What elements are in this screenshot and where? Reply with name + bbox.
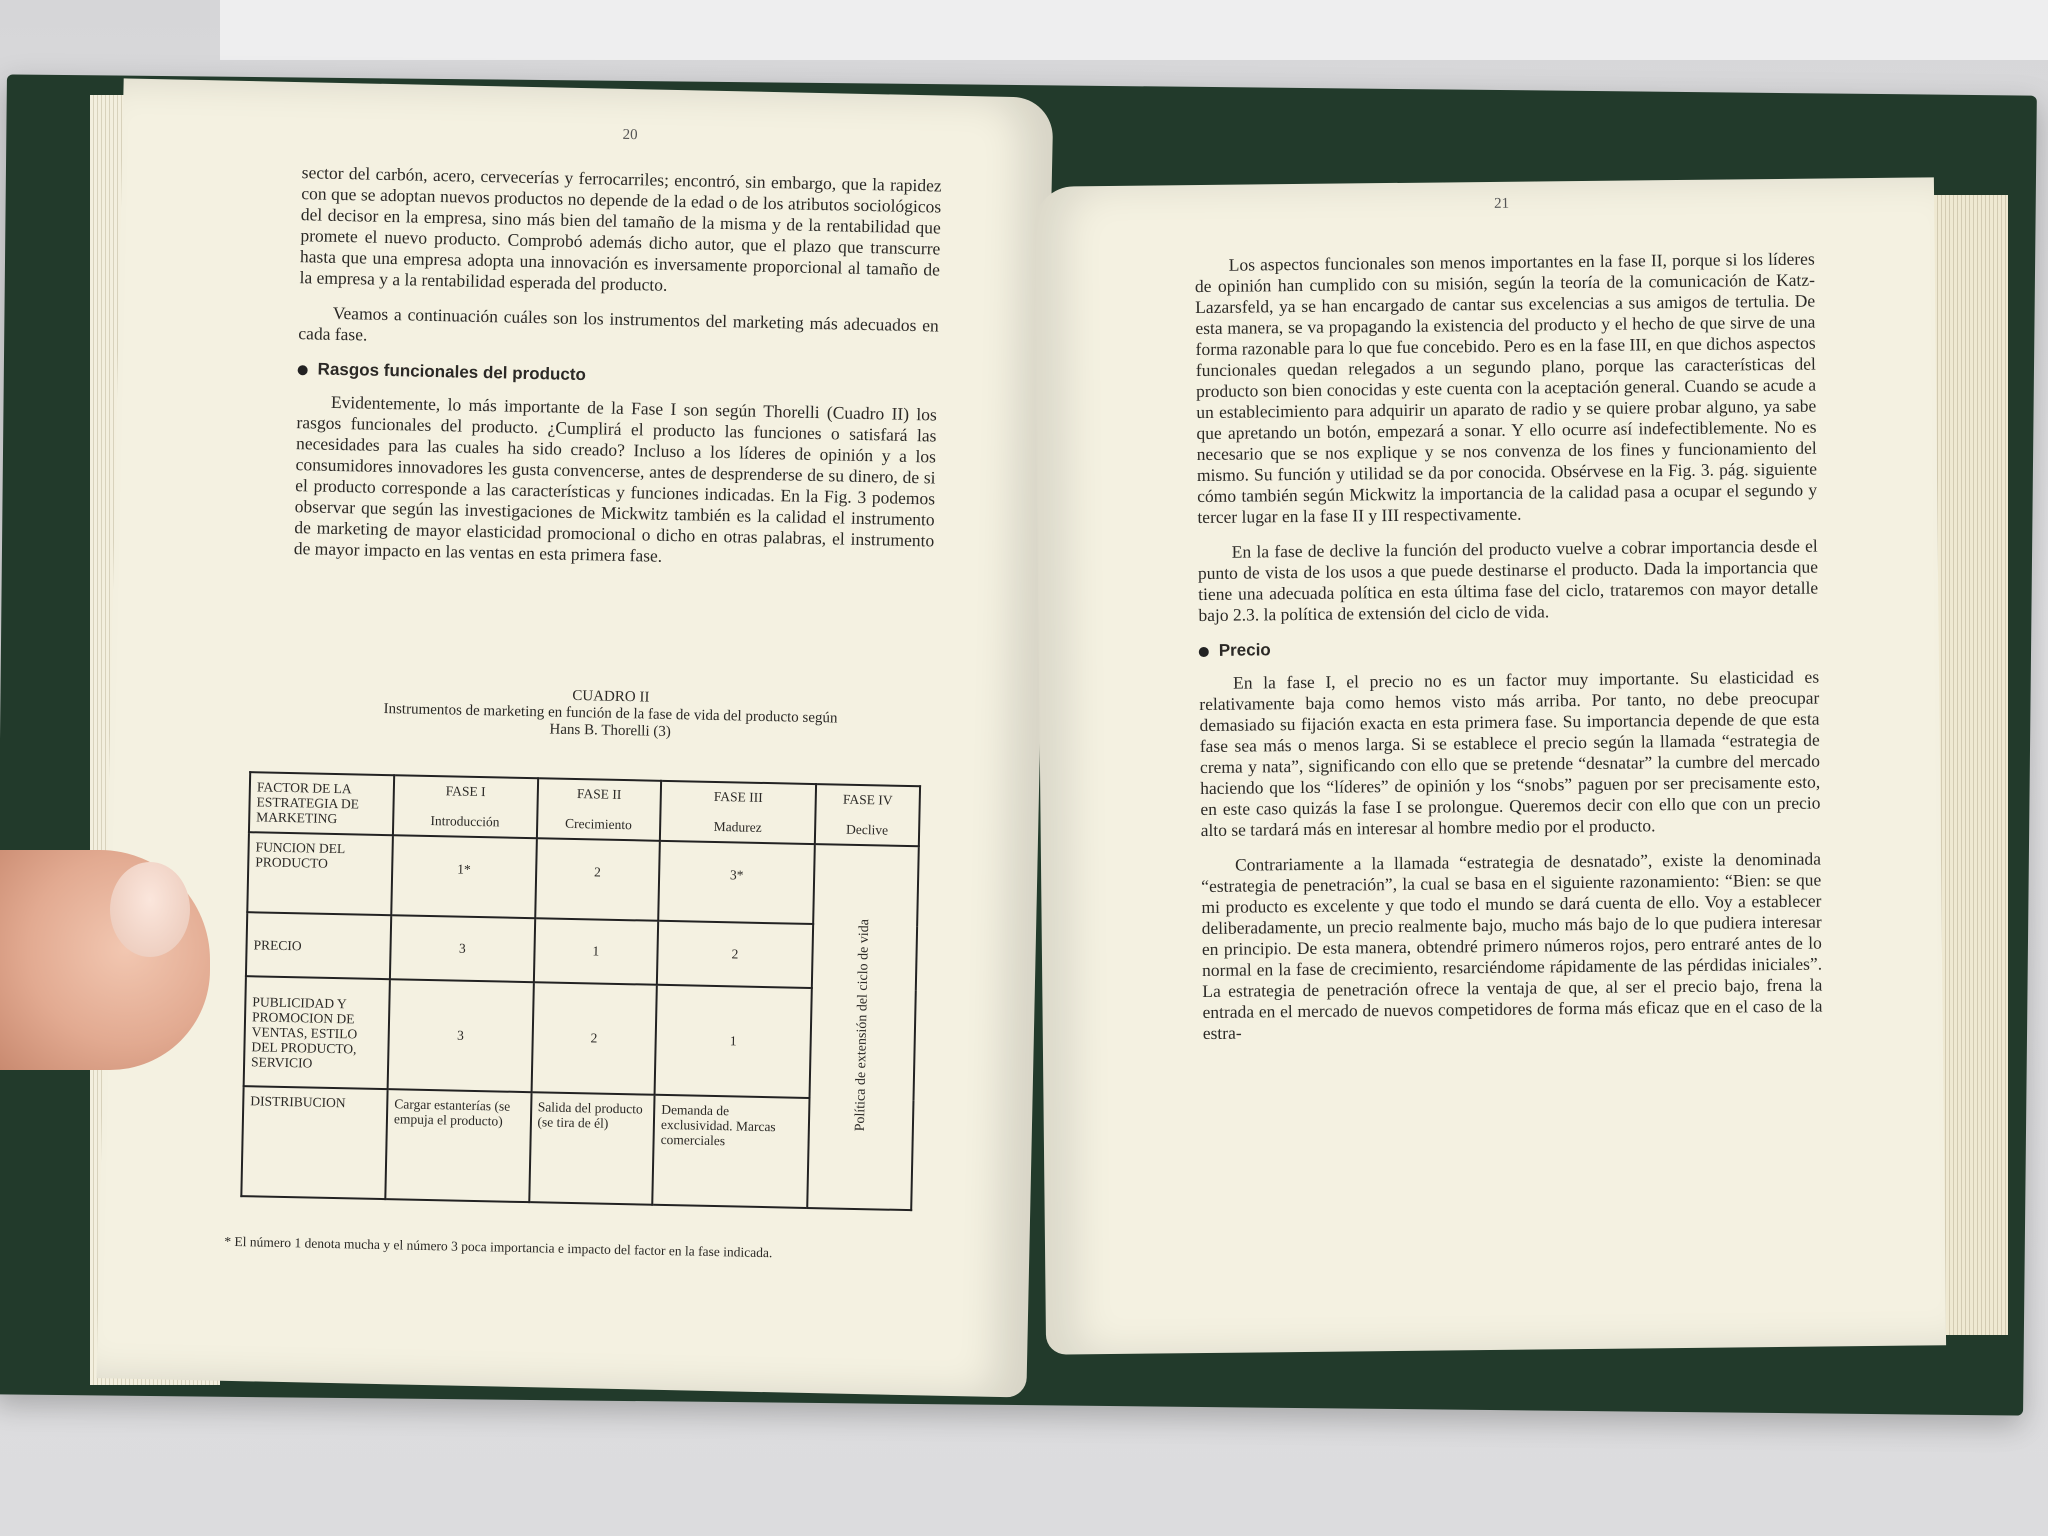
section-heading: Precio [1199,634,1819,661]
table-caption [290,682,931,746]
table-cell: 1 [655,985,812,1098]
right-page [1034,177,1946,1354]
background-wall [220,0,2048,60]
phase-header: FASE I Introducción [393,775,538,838]
table-cell: 1 [533,918,658,985]
phase-header: FASE IV Declive [815,784,920,846]
paragraph: sector del carbón, acero, cervecerías y ferrocarriles; encontró, sin embargo, que la rapidez con que se adoptan nuevos productos no depende de la edad o de los atributos sociológicos del decisor en la empresa, sino más bien del tamaño de la misma y de la rentabilidad que promete el nuevo producto. Comprobó además dicho autor, que el plazo que transcurre hasta que una empresa adopta una innovación es inversamente proporcional al tamaño de la empresa y a la rentabilidad esperada del producto. [299,162,942,295]
paragraph: Contrariamente a la llamada “estrategia de desnatado”, existe la denominada “estrategia de penetración”, la cual se basa en el siguiente razonamiento: “Bien: se que mi producto es excelente y que todo el mundo se dará cuenta de ello. Voy a establecer deliberadamente, un precio realmente bajo, mucho más bajo de lo que pudiera interesar en principio. De esta manera, obtendré primero números rojos, pero entraré antes de lo normal en la fase de crecimiento, resarciéndome rápidamente de las pérdidas iniciales”. La estrategia de penetración ofrece la ventaja de que, al ser el precio bajo, frena la entrada en el mercado de nuevos competidores de forma más eficaz que en el caso de la estra- [1201,848,1823,1044]
paragraph: Veamos a continuación cuáles son los instrumentos del marketing más adecuados en cada fase. [298,302,939,345]
phase-header: FASE III Madurez [660,781,816,844]
table-cell: Demanda de exclusividad. Marcas comerciales [652,1095,809,1208]
phase4-note-cell [807,844,919,1210]
table-cell: 2 [535,838,660,921]
section-heading: Rasgos funcionales del producto [297,358,937,392]
table-cell: 1* [391,835,536,918]
table-author: Hans B. Thorelli (3) [549,721,672,741]
paragraph: Evidentemente, lo más importante de la Fase I son según Thorelli (Cuadro II) los rasgos funcionales del producto. ¿Cumplirá el producto las funciones o satisfará las necesidades para las cuales ha sido creado? Incluso a los líderes de opinión y a los consumidores innovadores les gusta convencerse, antes de desprenderse de su dinero, de si el producto corresponde a las características y funciones indicadas. En la Fig. 3 podemos observar que según las investigaciones de Mickwitz también es la calidad el instrumento de marketing de mayor elasticidad promocional o dicho en otras palabras, el instrumento de mayor impacto en las ventas en esta primera fase. [293,391,938,566]
thumbnail [110,862,190,957]
row-header: DISTRIBUCION [241,1086,387,1199]
paragraph: En la fase I, el precio no es un factor muy importante. Su elasticidad es relativamente baja como hemos visto más arriba. Por tanto, no debe preocupar demasiado su fijación exacta en esta primera fase. Su importancia depende de que esta fase sea más o menos larga. Si se establece el precio según la llamada “estrategia de crema y nata”, significando con ello que se pretende “desnatar” la cumbre del mercado haciendo que los “líderes” de opinión y los “snobs” paguen por ser precisamente esto, en este caso quizás la fase I se prolongue. Queremos decir con ello que con un precio alto se tardará más en interesar al hombre medio por el producto. [1199,666,1821,841]
table-cell: 2 [531,982,657,1095]
bullet-icon [298,365,308,375]
paragraph: En la fase de declive la función del producto vuelve a cobrar importancia desde el punto de vista de los usos a que puede destinarse el producto. Dada la importancia que tiene una adecuada política en esta última fase del ciclo, trataremos con mayor detalle bajo 2.3. la política de extensión del ciclo de vida. [1197,535,1819,626]
row-header: FUNCION DEL PRODUCTO [247,832,393,915]
table-cell: 2 [657,921,813,988]
table-title: CUADRO II [572,687,650,706]
page-number: 21 [1494,195,1510,212]
table-cell: Cargar estanterías (se empuja el producto) [385,1089,531,1202]
phase-header: FASE II Crecimiento [536,778,661,841]
row-header: PRECIO [246,912,391,979]
table-row [247,832,919,926]
table-cell: 3 [390,915,535,982]
table-footnote: * El número 1 denota mucha y el número 3 poca importancia e impacto del factor en la fase indicada. [224,1233,773,1261]
table-cell: Salida del producto (se tira de él) [529,1092,655,1205]
left-body [293,162,941,586]
table-corner: FACTOR DE LA ESTRATEGIA DE MARKETING [249,772,394,835]
table-cell: 3 [388,979,534,1092]
right-body [1195,249,1823,1058]
table-subtitle: Instrumentos de marketing en función de la fase de vida del producto según [383,700,838,727]
paragraph: Los aspectos funcionales son menos importantes en la fase II, porque si los líderes de opinión han cumplido con su misión, según la teoría de la comunicación de Katz-Lazarsfeld, ya se han encargado de cantar sus excelencias a sus amigos de tertulia. De esta manera, se va propagando la existencia del producto y el hecho de que sirve de una forma razonable para lo que fue concebido. Pero es en la fase III, en que dichos aspectos funcionales quedan relegados a un segundo plano, porque las características del producto son bien conocidas y este cuenta con la aceptación general. Cuando se acude a un establecimiento para adquirir un aparato de radio y se quiere probar alguno, ya sabe que apretando un botón, empezará a sonar. Y ello ocurre así indefectiblemente. No es necesario que se nos explique y se nos convenza de los fines y funcionamiento del mismo. Su función y utilidad se da por conocida. Obsérvese en la Fig. 3. pág. siguiente cómo también según Mickwitz la importancia de la calidad pasa a ocupar el segundo y tercer lugar en la fase II y III respectivamente. [1194,248,1818,528]
left-page [96,78,1053,1397]
cuadro-table [240,771,921,1211]
phase4-note: Política de extensión del ciclo de vida [852,918,873,1132]
bullet-icon [1199,646,1209,656]
row-header: PUBLICIDAD Y PROMOCION DE VENTAS, ESTILO DEL PRODUCTO, SERVICIO [244,976,390,1089]
page-number: 20 [622,126,638,144]
table-cell: 3* [658,841,815,924]
